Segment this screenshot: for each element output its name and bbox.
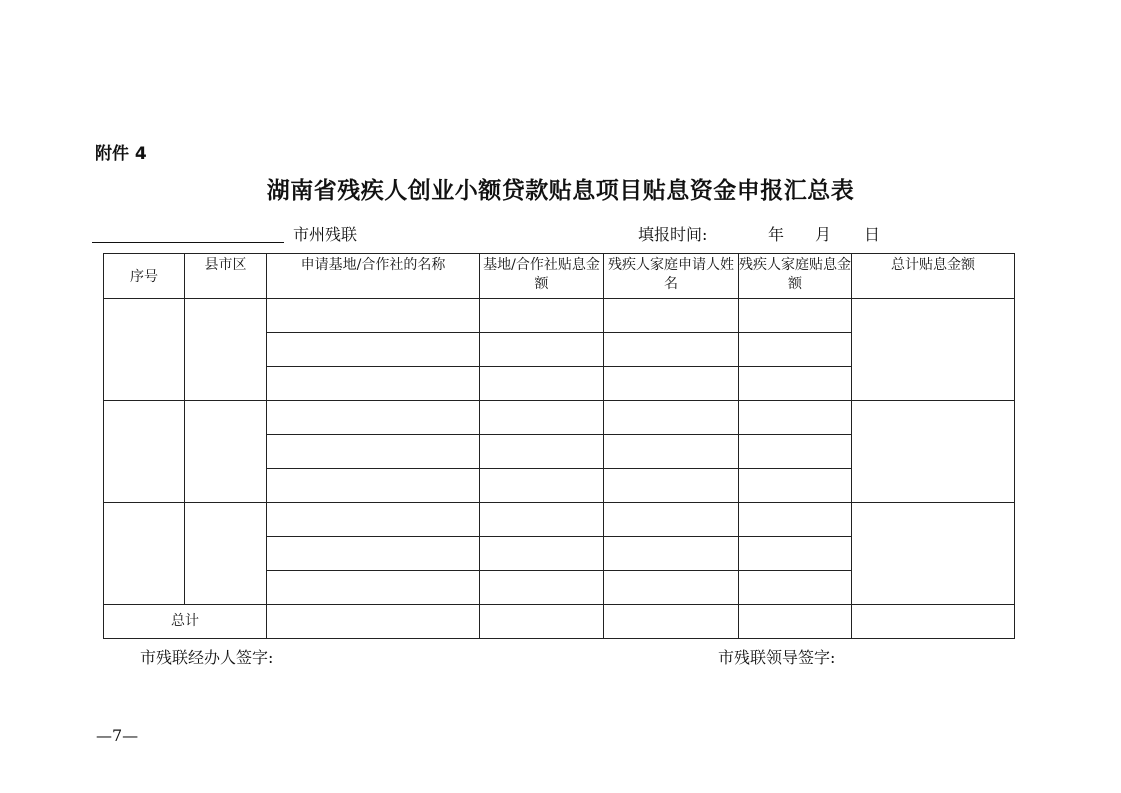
- total-cell: [852, 605, 1015, 639]
- cell-family-amount: [739, 401, 852, 435]
- cell-county: [185, 401, 267, 503]
- cell-base-amount: [480, 333, 604, 367]
- cell-base-name: [267, 571, 480, 605]
- cell-applicant-name: [604, 435, 739, 469]
- table-row: [104, 401, 1015, 435]
- total-label: 总计: [104, 605, 267, 639]
- cell-base-name: [267, 503, 480, 537]
- fill-time-label: 填报时间:: [638, 225, 708, 244]
- cell-base-name: [267, 469, 480, 503]
- cell-index: [104, 299, 185, 401]
- cell-family-amount: [739, 299, 852, 333]
- cell-county: [185, 503, 267, 605]
- cell-base-amount: [480, 503, 604, 537]
- cell-family-amount: [739, 435, 852, 469]
- table-header-row: [104, 254, 1015, 299]
- total-row: [104, 605, 1015, 639]
- cell-applicant-name: [604, 401, 739, 435]
- cell-base-amount: [480, 435, 604, 469]
- city-name-blank: [92, 242, 284, 243]
- cell-applicant-name: [604, 367, 739, 401]
- cell-base-name: [267, 367, 480, 401]
- cell-base-name: [267, 401, 480, 435]
- cell-applicant-name: [604, 333, 739, 367]
- total-cell: [267, 605, 480, 639]
- cell-base-name: [267, 299, 480, 333]
- cell-applicant-name: [604, 503, 739, 537]
- cell-family-amount: [739, 333, 852, 367]
- cell-family-amount: [739, 537, 852, 571]
- cell-family-amount: [739, 367, 852, 401]
- cell-total-amount: [852, 299, 1015, 401]
- cell-base-amount: [480, 367, 604, 401]
- cell-base-amount: [480, 469, 604, 503]
- col-header-base-name: 申请基地/合作社的名称: [267, 254, 480, 299]
- cell-family-amount: [739, 469, 852, 503]
- cell-index: [104, 503, 185, 605]
- cell-base-name: [267, 333, 480, 367]
- cell-family-amount: [739, 571, 852, 605]
- year-label: 年: [768, 225, 785, 244]
- cell-family-amount: [739, 503, 852, 537]
- total-cell: [739, 605, 852, 639]
- leader-signature-label: 市残联领导签字:: [718, 648, 836, 667]
- cell-base-amount: [480, 537, 604, 571]
- cell-total-amount: [852, 401, 1015, 503]
- total-cell: [604, 605, 739, 639]
- col-header-total-amount: 总计贴息金额: [852, 254, 1015, 299]
- attachment-label: 附件 4: [95, 144, 147, 164]
- handler-signature-label: 市残联经办人签字:: [140, 648, 274, 667]
- cell-county: [185, 299, 267, 401]
- col-header-family-amount: 残疾人家庭贴息金额: [739, 254, 852, 299]
- col-header-applicant-name: 残疾人家庭申请人姓名: [604, 254, 739, 299]
- col-header-base-amount: 基地/合作社贴息金额: [480, 254, 604, 299]
- page-number: —7—: [96, 726, 139, 745]
- month-label: 月: [815, 225, 832, 244]
- cell-index: [104, 401, 185, 503]
- cell-base-amount: [480, 571, 604, 605]
- table-row: [104, 503, 1015, 537]
- col-header-index: 序号: [104, 254, 185, 299]
- cell-base-amount: [480, 299, 604, 333]
- cell-applicant-name: [604, 299, 739, 333]
- city-label: 市州残联: [293, 225, 358, 244]
- cell-applicant-name: [604, 469, 739, 503]
- cell-base-name: [267, 537, 480, 571]
- cell-base-amount: [480, 401, 604, 435]
- document-title: 湖南省残疾人创业小额贷款贴息项目贴息资金申报汇总表: [266, 177, 855, 204]
- summary-table: [103, 253, 1015, 639]
- cell-applicant-name: [604, 571, 739, 605]
- cell-base-name: [267, 435, 480, 469]
- table-row: [104, 299, 1015, 333]
- cell-applicant-name: [604, 537, 739, 571]
- total-cell: [480, 605, 604, 639]
- col-header-county: 县市区: [185, 254, 267, 299]
- cell-total-amount: [852, 503, 1015, 605]
- day-label: 日: [864, 225, 881, 244]
